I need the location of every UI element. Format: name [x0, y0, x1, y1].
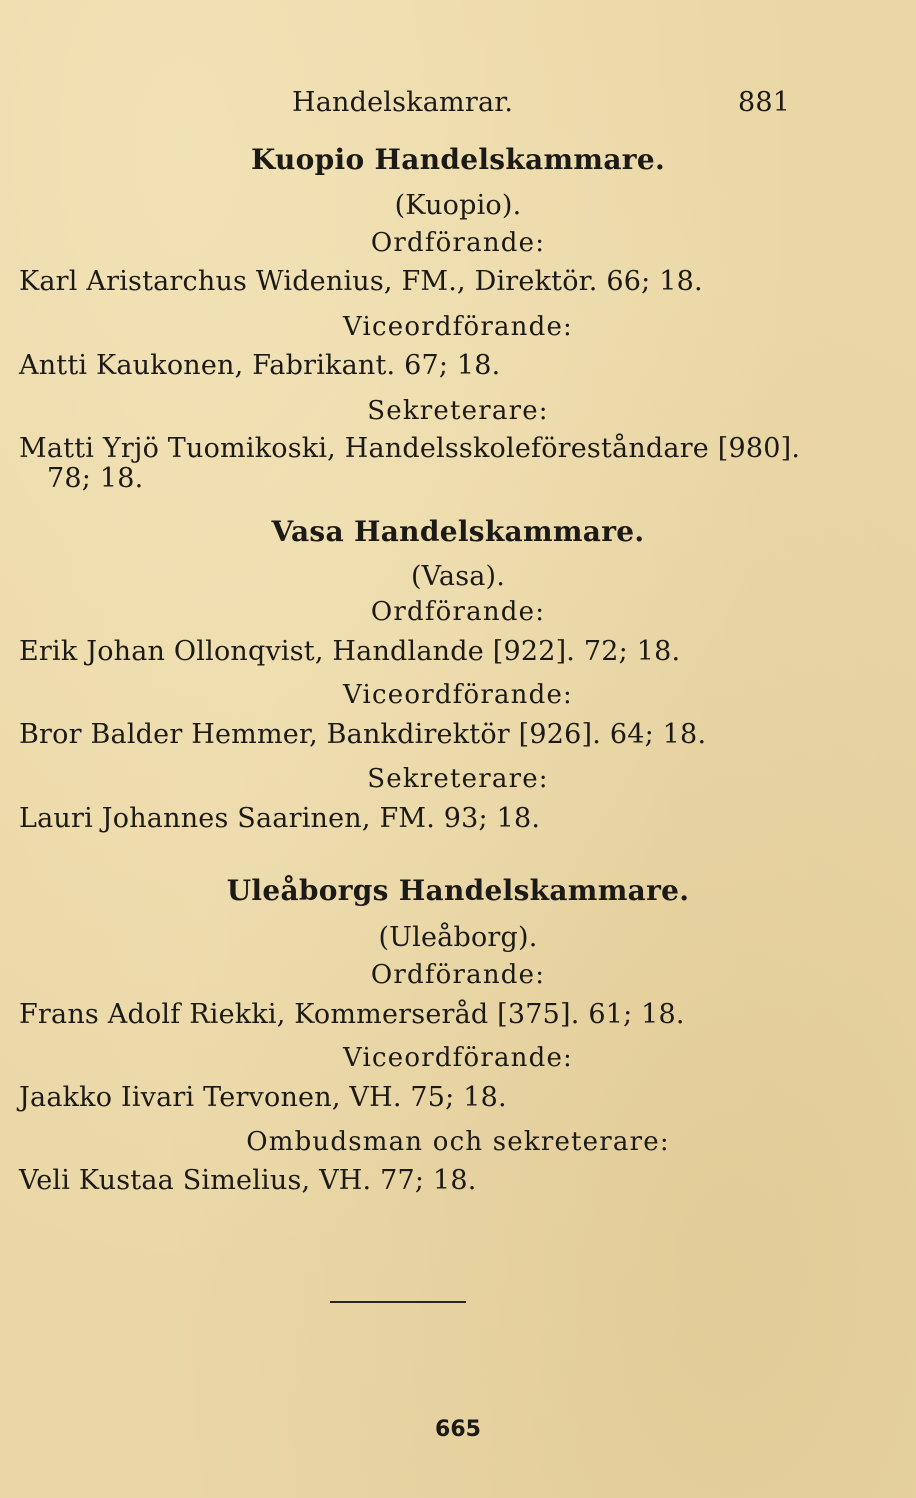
entry-line: Veli Kustaa Simelius, VH. 77; 18.: [19, 1165, 477, 1196]
entry-line-continuation: 78; 18.: [47, 463, 144, 494]
entry-line: Bror Balder Hemmer, Bankdirektör [926]. 64; 18.: [19, 719, 707, 750]
role-label: Viceordförande:: [342, 680, 574, 710]
section-city-vasa: (Vasa).: [410, 561, 506, 592]
closing-rule: [330, 1301, 466, 1303]
entry-line: Erik Johan Ollonqvist, Handlande [922]. 72; 18.: [19, 636, 681, 667]
section-city-kuopio: (Kuopio).: [394, 190, 522, 221]
signature-number: 665: [435, 1417, 481, 1442]
role-label: Viceordförande:: [342, 1043, 574, 1073]
entry-line: Lauri Johannes Saarinen, FM. 93; 18.: [19, 803, 541, 834]
section-title-kuopio: Kuopio Handelskammare.: [251, 143, 665, 176]
role-label: Ordförande:: [370, 228, 546, 258]
role-label: Sekreterare:: [367, 764, 549, 794]
entry-line: Antti Kaukonen, Fabrikant. 67; 18.: [19, 350, 501, 381]
role-label: Ordförande:: [370, 597, 546, 627]
entry-line: Karl Aristarchus Widenius, FM., Direktör. 66; 18.: [19, 266, 703, 297]
entry-line: Matti Yrjö Tuomikoski, Handelsskoleföreståndare [980].: [19, 433, 801, 464]
entry-line: Jaakko Iivari Tervonen, VH. 75; 18.: [19, 1082, 507, 1113]
role-label: Ombudsman och sekreterare:: [246, 1127, 670, 1157]
section-title-uleaborg: Uleåborgs Handelskammare.: [226, 874, 690, 907]
role-label: Viceordförande:: [342, 312, 574, 342]
entry-line: Frans Adolf Riekki, Kommerseråd [375]. 61; 18.: [19, 999, 685, 1030]
section-title-vasa: Vasa Handelskammare.: [271, 515, 645, 548]
running-header-title: Handelskamrar.: [292, 87, 514, 118]
section-city-uleaborg: (Uleåborg).: [378, 922, 538, 953]
role-label: Ordförande:: [370, 960, 546, 990]
page-number: 881: [738, 87, 791, 118]
role-label: Sekreterare:: [367, 396, 549, 426]
